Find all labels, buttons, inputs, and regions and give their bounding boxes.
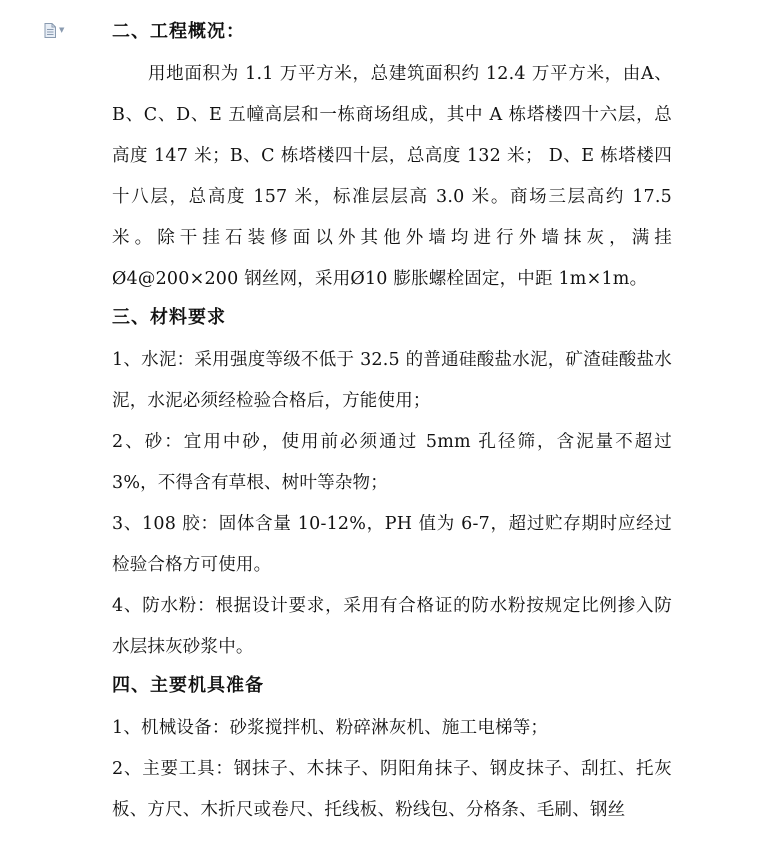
document-body bbox=[112, 14, 672, 831]
materials-item-glue: 3、108 胶：固体含量 10-12%，PH 值为 6-7，超过贮存期时应经过检验合格方可使用。 bbox=[112, 514, 672, 575]
materials-item-sand: 2、砂：宜用中砂，使用前必须通过 5mm 孔径筛，含泥量不超过 3%，不得含有草根、树叶等杂物； bbox=[112, 432, 672, 493]
tools-item-hand-tools: 2、主要工具：钢抹子、木抹子、阴阳角抹子、钢皮抹子、刮扛、托灰板、方尺、木折尺或卷尺、托线板、粉线包、分格条、毛刷、钢丝 bbox=[112, 759, 672, 820]
section-heading-tools: 四、主要机具准备 bbox=[112, 675, 264, 696]
section-heading-overview: 二、工程概况： bbox=[112, 21, 245, 42]
chevron-down-icon: ▼ bbox=[59, 26, 65, 34]
materials-item-waterproof-powder: 4、防水粉：根据设计要求，采用有合格证的防水粉按规定比例掺入防水层抹灰砂浆中。 bbox=[112, 596, 672, 657]
document-menu-icon[interactable] bbox=[44, 22, 72, 38]
section-heading-materials: 三、材料要求 bbox=[112, 307, 226, 328]
tools-item-machinery: 1、机械设备：砂浆搅拌机、粉碎淋灰机、施工电梯等； bbox=[112, 718, 549, 738]
overview-paragraph: 用地面积为 1.1 万平方米，总建筑面积约 12.4 万平方米，由A、B、C、D、E 五幢高层和一栋商场组成，其中 A 栋塔楼四十六层，总高度 147 米；B、C 栋塔楼四十层，总高度 132 米； D、E 栋塔楼四十八层，总高度 157 米，标准层层高 3.0 米。商场三层高约 17.5 米。除干挂石装修面以外其他外墙均进行外墙抹灰，满挂Ø4@200×200 钢丝网，采用Ø10 膨胀螺栓固定，中距 1m×1m。 bbox=[112, 64, 672, 289]
materials-item-cement: 1、水泥：采用强度等级不低于 32.5 的普通硅酸盐水泥，矿渣硅酸盐水泥，水泥必须经检验合格后，方能使用； bbox=[112, 350, 672, 411]
document-icon bbox=[44, 23, 56, 38]
